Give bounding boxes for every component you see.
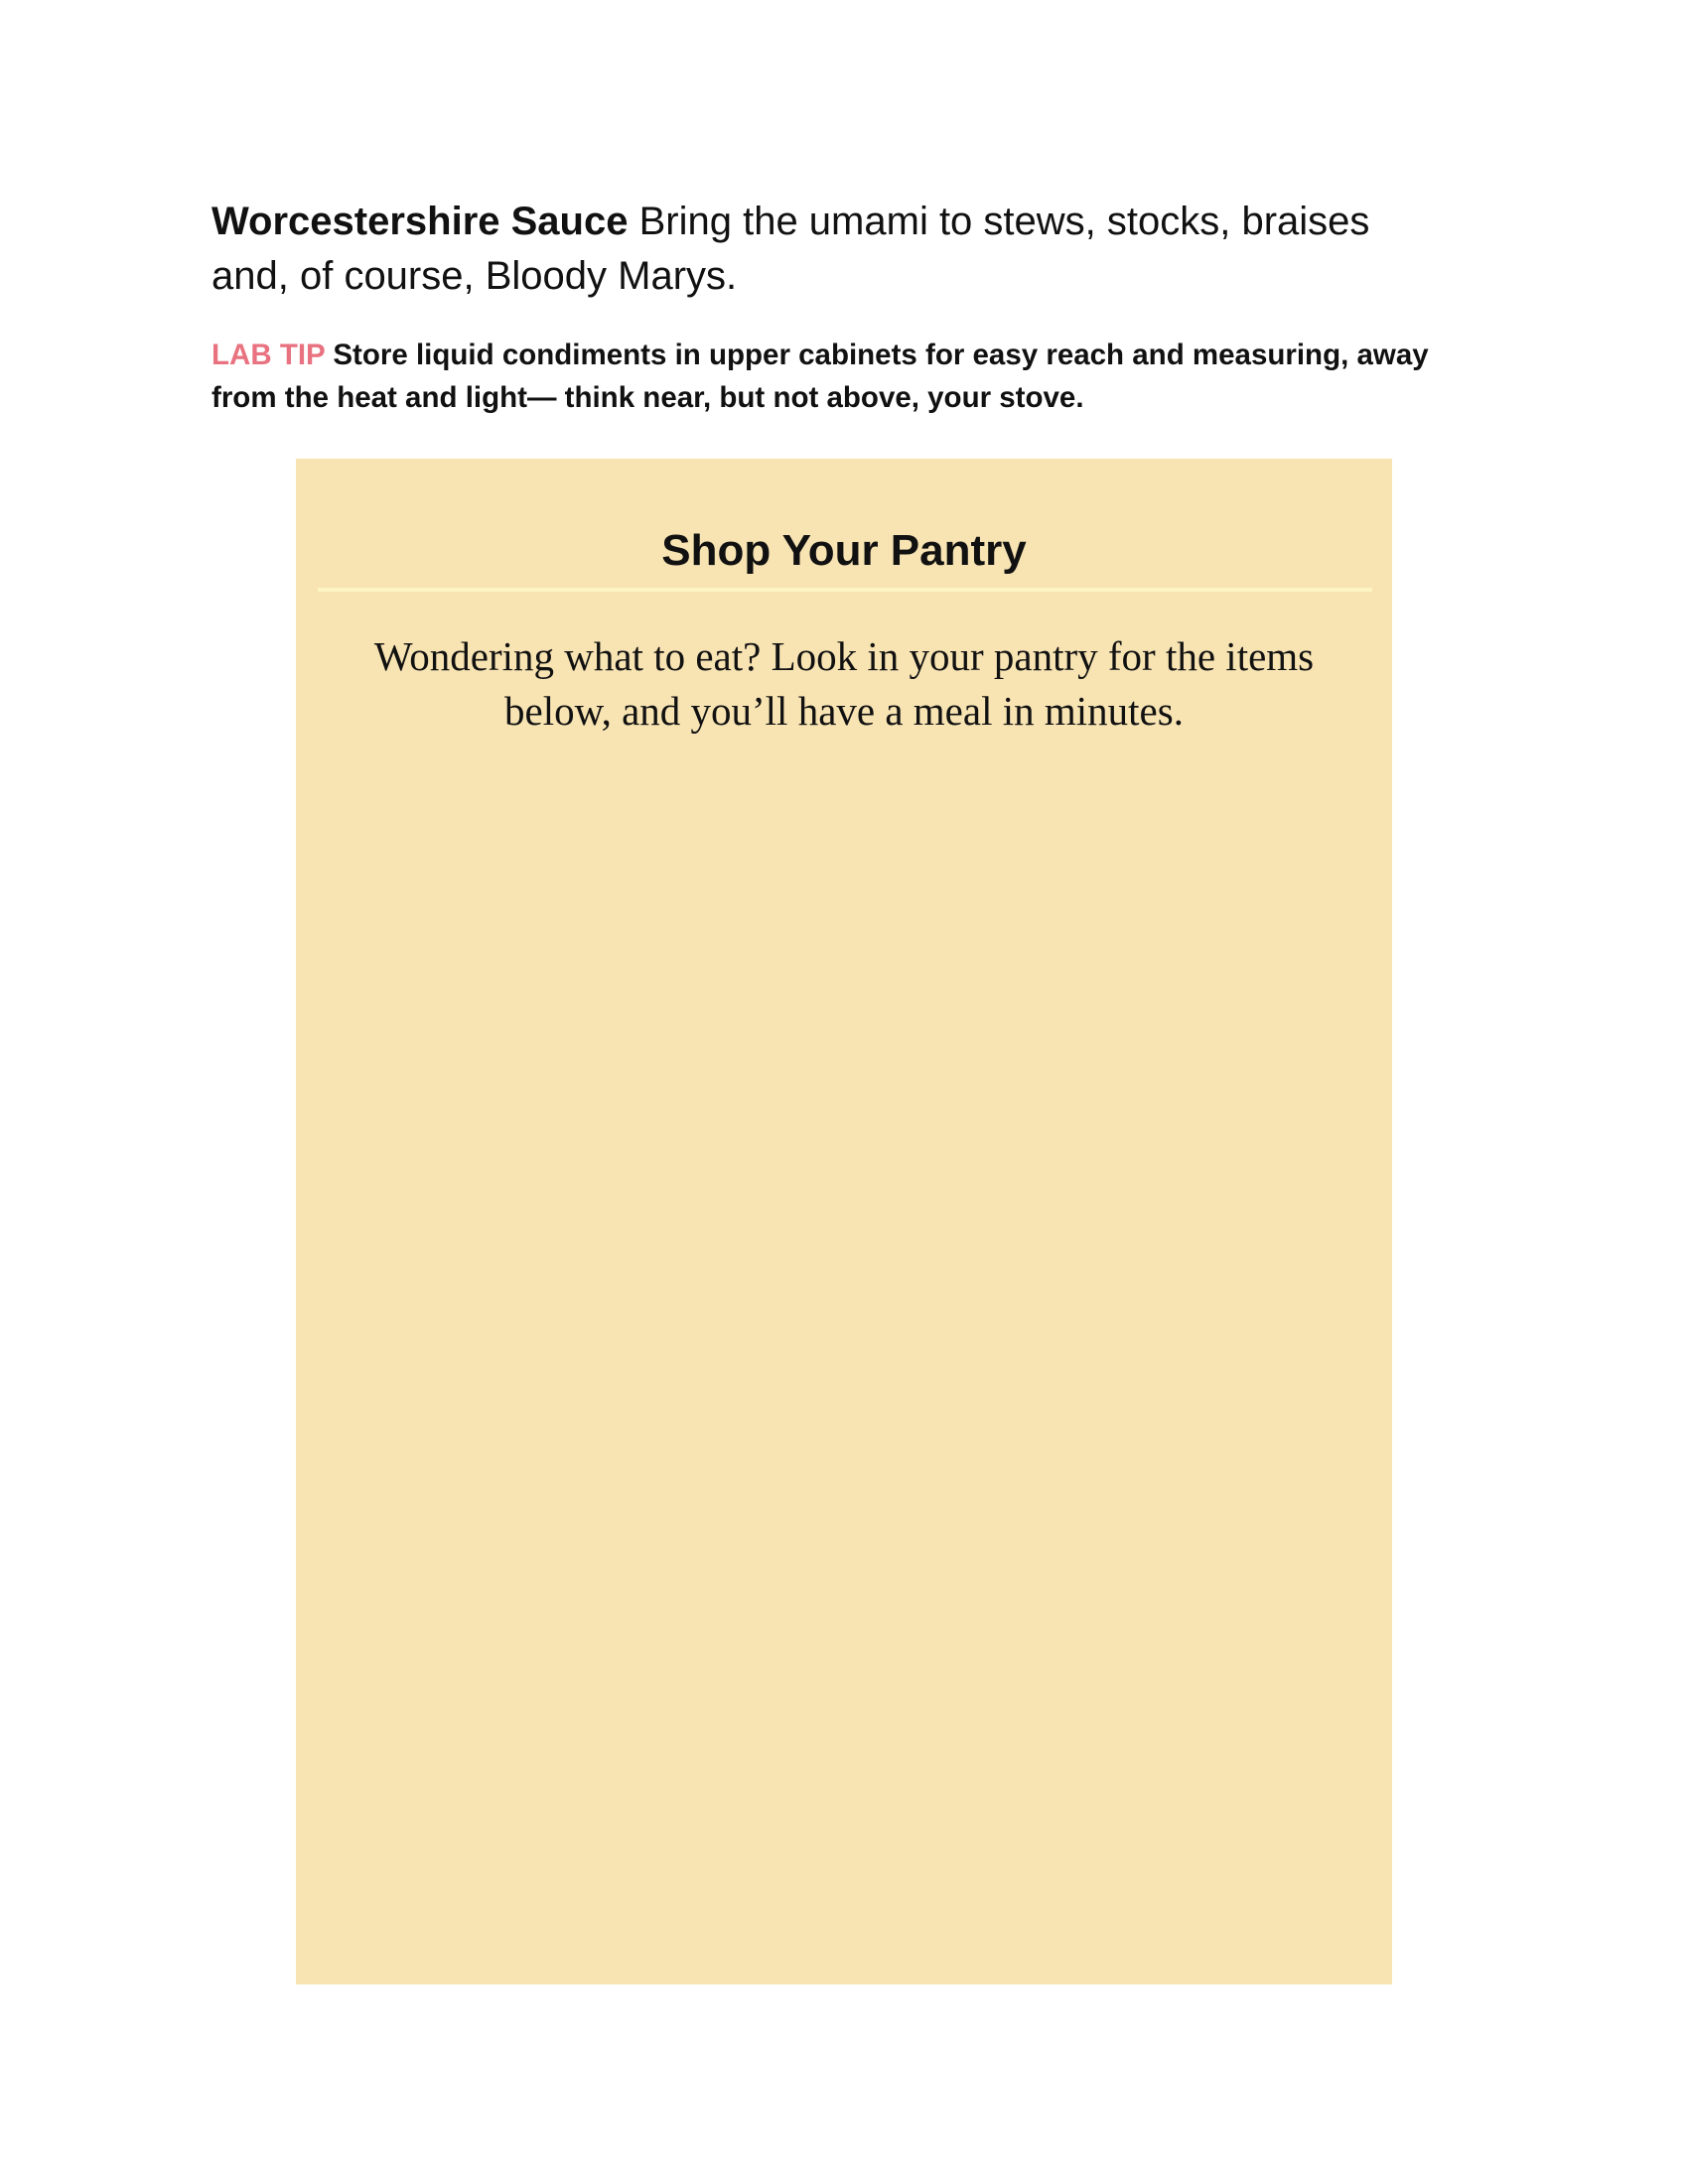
panel-body-text: Wondering what to eat? Look in your pantry for the items below, and you’ll have a meal in minutes. (373, 633, 1315, 734)
worcestershire-sauce-entry (211, 195, 1453, 304)
entry-description: Bring the umami to stews, stocks, braises and, of course, Bloody Marys. (211, 200, 1370, 298)
lab-tip (211, 334, 1463, 419)
lab-tip-text: Store liquid condiments in upper cabinets for easy reach and measuring, away from the heat and light— think near, but not above, your stove. (211, 339, 1429, 414)
lab-tip-label: LAB TIP (211, 339, 326, 371)
panel-divider (318, 588, 1372, 592)
entry-term: Worcestershire Sauce (211, 200, 629, 243)
panel-title: Shop Your Pantry (661, 526, 1027, 575)
shop-your-pantry-panel (296, 459, 1392, 1984)
